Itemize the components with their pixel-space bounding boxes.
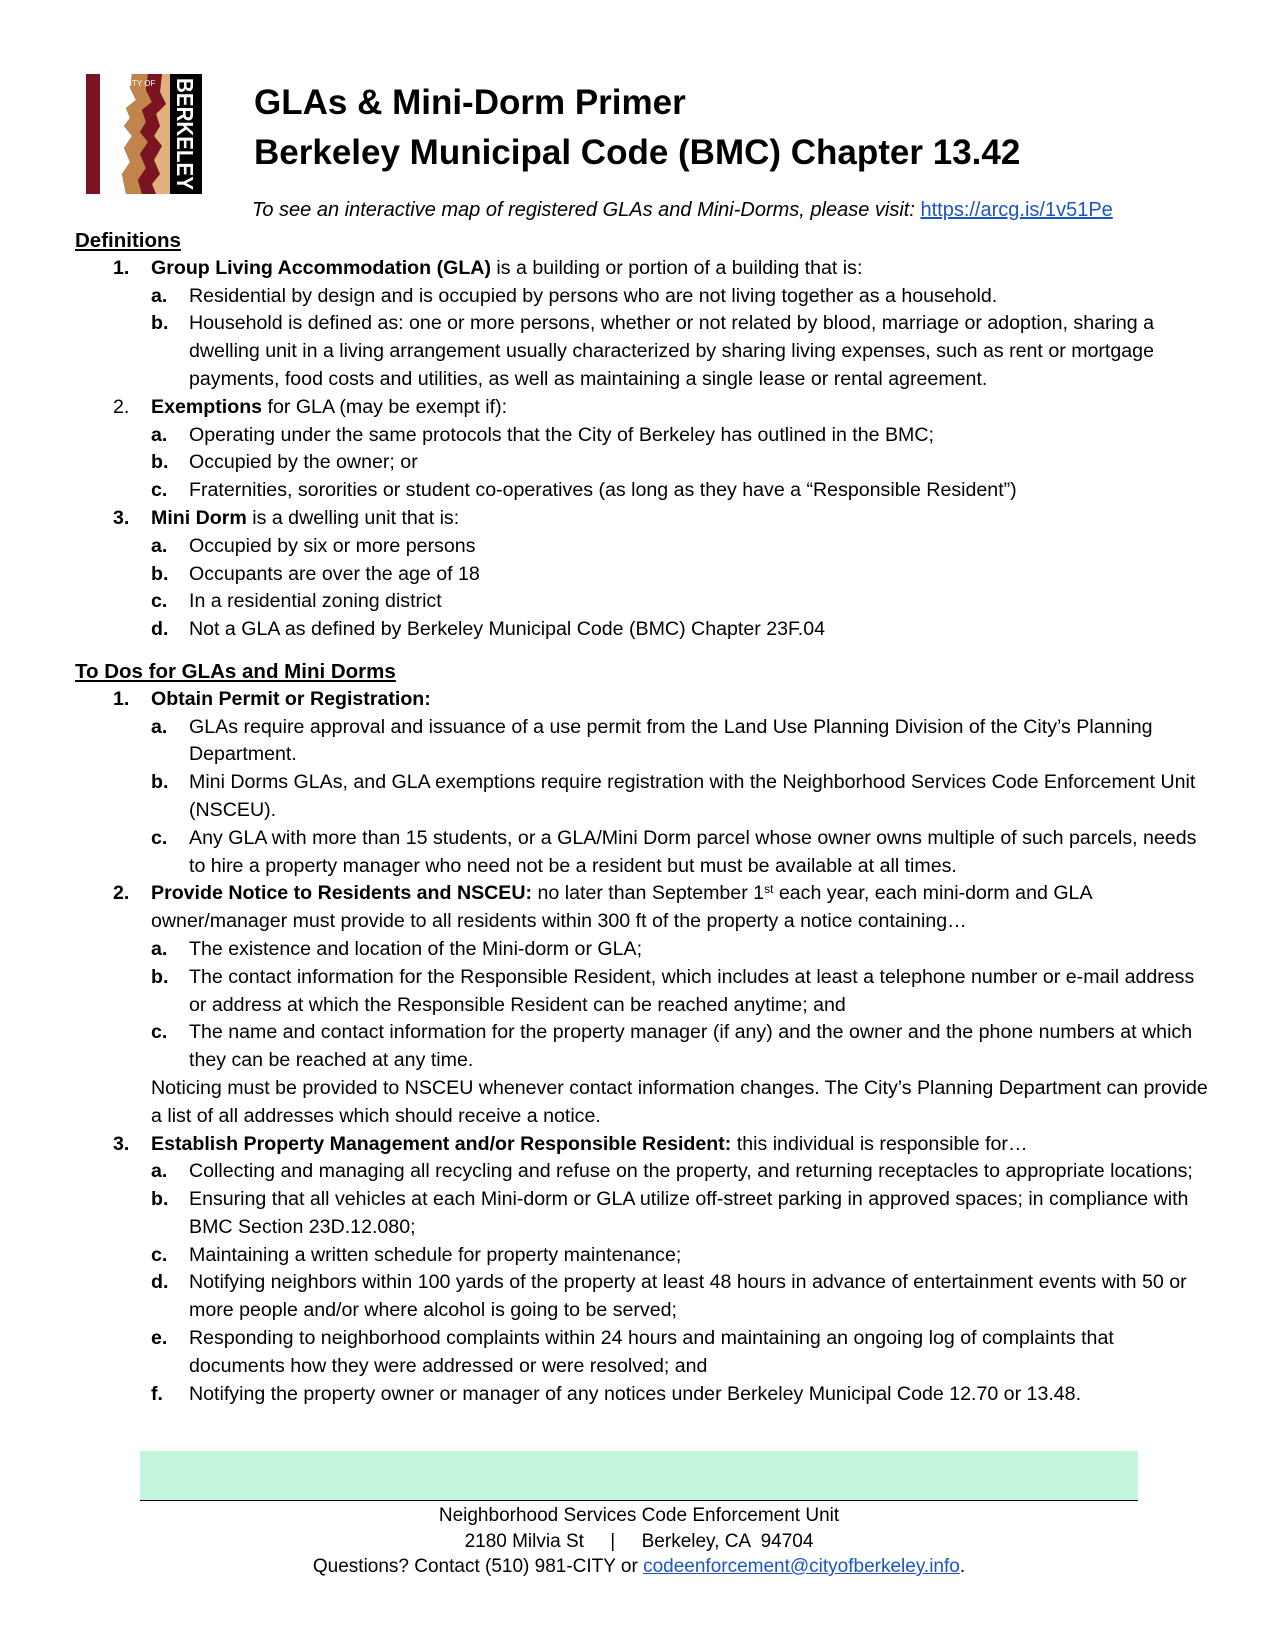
sub-letter: b. — [151, 1188, 169, 1211]
item-number: 3. — [113, 506, 130, 529]
sub-text: Not a GLA as defined by Berkeley Municipal Code (BMC) Chapter 23F.04 — [189, 618, 826, 641]
sub-text: The existence and location of the Mini-dorm or GLA; — [189, 937, 643, 960]
sub-text: GLAs require approval and issuance of a use permit from the Land Use Planning Division of the City’s Planning Department. — [189, 715, 1153, 766]
todo-item-management — [75, 1131, 1215, 1409]
sub-text: Occupants are over the age of 18 — [189, 562, 480, 585]
footer-contact-end: . — [959, 1556, 966, 1577]
item-text: is a dwelling unit that is: — [246, 506, 460, 529]
todo-item-notice — [75, 880, 1215, 1130]
sub-letter: b. — [151, 965, 169, 988]
item-term: Group Living Accommodation (GLA) — [151, 256, 491, 279]
sub-item — [151, 477, 1215, 505]
sub-item — [151, 1325, 1215, 1381]
sub-item — [151, 616, 1215, 644]
sub-text: The name and contact information for the property manager (if any) and the owner and the phone numbers at which they can be reached at any time. — [189, 1021, 1193, 1072]
sub-letter: c. — [151, 590, 168, 613]
sub-item — [151, 422, 1215, 450]
sub-letter: d. — [151, 618, 169, 641]
map-link[interactable]: https://arcg.is/1v51Pe — [920, 199, 1113, 221]
definition-item-exemptions — [75, 394, 1215, 505]
sub-item — [151, 449, 1215, 477]
sub-item — [151, 714, 1215, 770]
sub-item — [151, 1186, 1215, 1242]
item-number: 2. — [113, 882, 130, 905]
sub-letter: a. — [151, 284, 168, 307]
sub-item — [151, 769, 1215, 825]
sub-item — [151, 1242, 1215, 1270]
sub-text: Fraternities, sororities or student co-operatives (as long as they have a “Responsible Resident”) — [189, 479, 1017, 502]
item-text: for GLA (may be exempt if): — [262, 395, 508, 418]
title-line-1: GLAs & Mini-Dorm Primer — [254, 83, 686, 122]
footer-email-link[interactable]: codeenforcement@cityofberkeley.info — [643, 1556, 960, 1577]
item-term: Provide Notice to Residents and NSCEU: — [151, 882, 533, 905]
sub-text: Responding to neighborhood complaints within 24 hours and maintaining an ongoing log of complaints that documents how they were addressed or were resolved; and — [189, 1327, 1114, 1377]
logo-big-text: BERKELEY — [172, 78, 198, 194]
sub-letter: a. — [151, 534, 168, 557]
sub-letter: f. — [151, 1382, 163, 1405]
sub-text: Residential by design and is occupied by persons who are not living together as a household. — [189, 284, 998, 307]
sub-text: The contact information for the Responsible Resident, which includes at least a telephone number or e-mail address or address at which the Responsible Resident can be reached anytime; and — [189, 965, 1195, 1016]
sub-letter: b. — [151, 312, 169, 335]
sub-text: Operating under the same protocols that the City of Berkeley has outlined in the BMC; — [189, 423, 934, 446]
notice-note: Noticing must be provided to NSCEU whenever contact information changes. The City’s Planning Department can provide a list of all addresses which should receive a notice. — [151, 1076, 1208, 1127]
sub-item — [151, 561, 1215, 589]
sub-text: Mini Dorms GLAs, and GLA exemptions require registration with the Neighborhood Services Code Enforcement Unit (NSCEU). — [189, 771, 1196, 821]
logo-graphic — [86, 74, 202, 194]
definition-item-gla — [75, 255, 1215, 394]
sub-letter: b. — [151, 771, 169, 794]
item-number: 1. — [113, 687, 130, 710]
intro-text: To see an interactive map of registered GLAs and Mini-Dorms, please visit: — [252, 199, 921, 221]
todos-heading: To Dos for GLAs and Mini Dorms — [75, 659, 396, 683]
sub-text: Ensuring that all vehicles at each Mini-dorm or GLA utilize off-street parking in approved spaces; in compliance with BMC Section 23D.12.080; — [189, 1188, 1189, 1238]
sub-item — [151, 1381, 1215, 1409]
sub-item — [151, 588, 1215, 616]
sub-text: Notifying the property owner or manager of any notices under Berkeley Municipal Code 12.70 or 13.48. — [189, 1382, 1082, 1405]
logo-small-text: CITY OF — [124, 79, 156, 88]
footer-divider — [140, 1500, 1138, 1501]
item-term: Mini Dorm — [151, 506, 247, 529]
intro-line — [252, 196, 1113, 224]
todo-item-permit — [75, 686, 1215, 881]
sub-letter: a. — [151, 937, 168, 960]
item-term: Establish Property Management and/or Responsible Resident: — [151, 1132, 732, 1155]
sub-letter: c. — [151, 479, 168, 502]
sub-letter: c. — [151, 1021, 168, 1044]
document-body — [75, 227, 1215, 1408]
sub-text: Collecting and managing all recycling and refuse on the property, and returning receptacles to appropriate locations; — [189, 1160, 1193, 1183]
footer-address: 2180 Milvia St | Berkeley, CA 94704 — [464, 1530, 814, 1552]
sub-letter: d. — [151, 1271, 169, 1294]
sub-text: Maintaining a written schedule for property maintenance; — [189, 1243, 682, 1266]
footer-unit-name: Neighborhood Services Code Enforcement Unit — [438, 1505, 840, 1526]
sub-item — [151, 1019, 1215, 1075]
item-term: Exemptions — [151, 395, 263, 418]
footer-contact — [140, 1554, 1138, 1580]
sub-item — [151, 1158, 1215, 1186]
city-of-berkeley-logo — [86, 74, 202, 194]
sub-text: Notifying neighbors within 100 yards of the property at least 48 hours in advance of entertainment events with 50 or more people and/or where alcohol is going to be served; — [189, 1271, 1187, 1322]
sub-letter: e. — [151, 1327, 168, 1350]
item-number: 1. — [113, 256, 130, 279]
item-text: no later than September 1 — [532, 882, 765, 905]
superscript: st — [764, 882, 774, 897]
sub-item — [151, 936, 1215, 964]
item-number: 2. — [113, 395, 130, 418]
sub-item — [151, 1269, 1215, 1325]
sub-text: Any GLA with more than 15 students, or a GLA/Mini Dorm parcel whose owner owns multiple of such parcels, needs to hire a property manager who need not be a resident but must be available at all times. — [189, 826, 1197, 877]
item-text: is a building or portion of a building that is: — [490, 256, 863, 279]
sub-letter: a. — [151, 423, 168, 446]
sub-text: Occupied by six or more persons — [189, 534, 476, 557]
sub-text: Occupied by the owner; or — [189, 451, 418, 474]
sub-item — [151, 533, 1215, 561]
item-text: this individual is responsible for… — [731, 1132, 1028, 1155]
sub-item — [151, 964, 1215, 1020]
title-line-2: Berkeley Municipal Code (BMC) Chapter 13.42 — [254, 133, 1021, 172]
footer-contact-text: Questions? Contact (510) 981-CITY or — [312, 1556, 644, 1577]
definitions-heading: Definitions — [75, 229, 181, 252]
section-gap — [75, 644, 1215, 658]
sub-text: Household is defined as: one or more persons, whether or not related by blood, marriage or adoption, sharing a dwelling unit in a living arrangement usually characterized by sharing living expenses, such as rent or mortgage payments, food costs and utilities, as well as maintaining a single lease or rental agreement. — [189, 312, 1155, 390]
sub-letter: c. — [151, 826, 168, 849]
item-number: 3. — [113, 1132, 130, 1155]
sub-letter: a. — [151, 715, 168, 738]
sub-letter: c. — [151, 1243, 168, 1266]
sub-letter: b. — [151, 562, 169, 585]
item-term: Obtain Permit or Registration: — [151, 687, 431, 710]
definition-item-mini-dorm — [75, 505, 1215, 644]
sub-item — [151, 825, 1215, 881]
item-text-cont: each year, each mini-dorm and GLA owner/manager must provide to all residents within 300 ft of the property a notice containing… — [151, 882, 1092, 933]
page-title — [254, 78, 1020, 178]
page-footer — [140, 1503, 1138, 1580]
sub-letter: a. — [151, 1160, 168, 1183]
sub-item — [151, 283, 1215, 311]
sub-text: In a residential zoning district — [189, 590, 442, 613]
footer-highlight-band — [140, 1451, 1138, 1501]
sub-letter: b. — [151, 451, 169, 474]
sub-item — [151, 310, 1215, 393]
